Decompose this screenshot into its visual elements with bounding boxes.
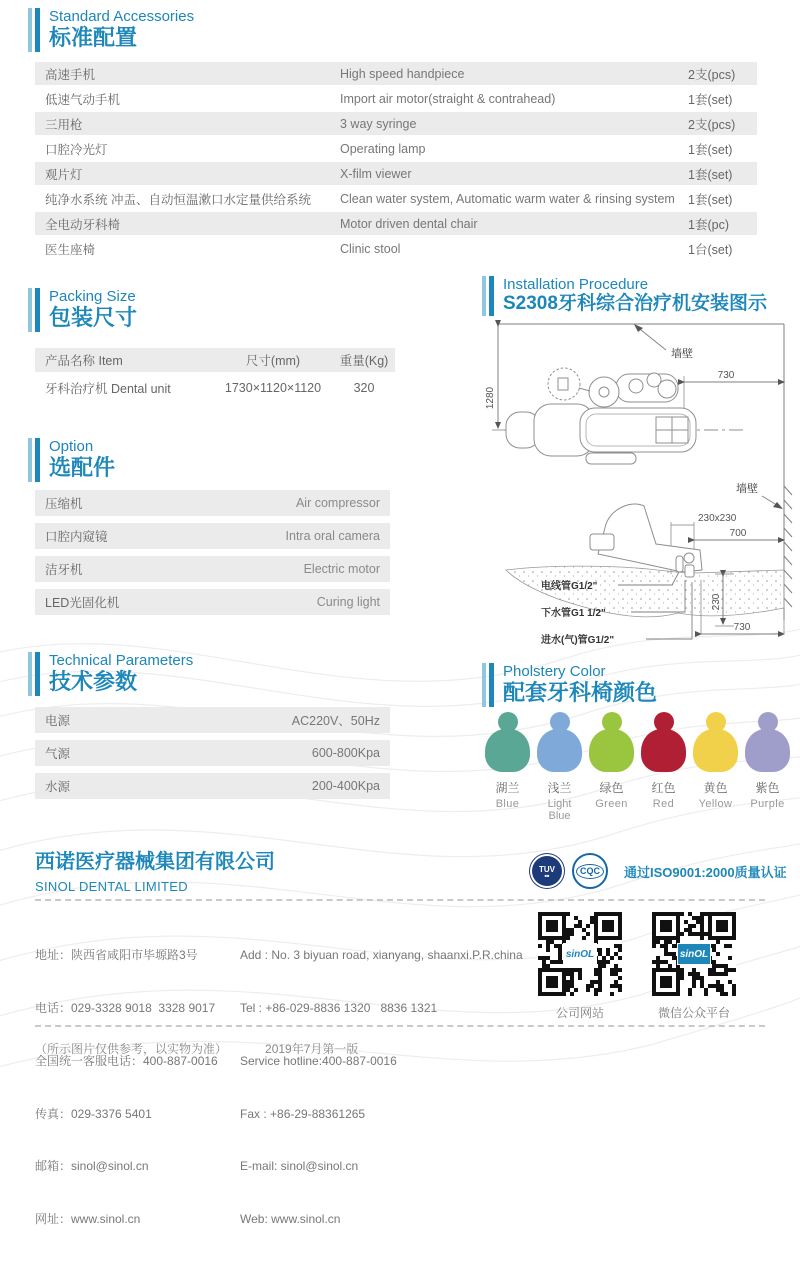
wall-label-top: 墙壁 bbox=[671, 348, 693, 360]
company-name-cn: 西诺医疗器械集团有限公司 bbox=[35, 851, 275, 873]
email-en: E-mail: sinol@sinol.cn bbox=[240, 1159, 359, 1174]
pipe-drain-label: 下水管G1 1/2" bbox=[541, 608, 606, 619]
table-row bbox=[35, 707, 390, 733]
table-row bbox=[35, 490, 390, 516]
header-bar-dark bbox=[35, 438, 40, 482]
table-row bbox=[35, 212, 757, 235]
option-name-en: Air compressor bbox=[295, 496, 380, 510]
header-bar-light bbox=[28, 438, 32, 482]
item-name-cn: 高速手机 bbox=[45, 67, 96, 82]
color-name-cn: 浅兰 bbox=[547, 781, 572, 795]
item-name-en: X-film viewer bbox=[340, 166, 412, 181]
section-title-cn: 配套牙科椅颜色 bbox=[503, 680, 658, 706]
item-qty: 1套(set) bbox=[688, 142, 733, 157]
pipe-electric-label: 电线管G1/2" bbox=[541, 581, 598, 592]
web-en: Web: www.sinol.cn bbox=[240, 1212, 341, 1227]
installation-diagram bbox=[486, 318, 800, 654]
item-qty: 2支(pcs) bbox=[688, 117, 736, 132]
section-title-cn: 包装尺寸 bbox=[49, 305, 138, 331]
hotline-cn: 全国统一客服电话：400-887-0016 bbox=[35, 1053, 218, 1068]
option-name-cn: 洁牙机 bbox=[45, 563, 83, 577]
hotline-en: Service hotline:400-887-0016 bbox=[240, 1053, 397, 1068]
header-bar-light bbox=[28, 8, 32, 52]
item-name-cn: 纯净水系统 冲盂、自动恒温漱口水定量供给系统 bbox=[45, 192, 311, 207]
table-row bbox=[35, 87, 757, 110]
color-name-en: Red bbox=[652, 798, 675, 810]
qr-code bbox=[652, 912, 736, 996]
color-swatch bbox=[588, 712, 635, 822]
color-name-cn: 湖兰 bbox=[495, 781, 520, 795]
company-block bbox=[35, 845, 275, 894]
col-header-weight: 重量(Kg) bbox=[339, 354, 389, 368]
address-cn: 地址：陕西省咸阳市毕塬路3号 bbox=[35, 948, 198, 963]
packing-weight-value: 320 bbox=[353, 381, 375, 395]
edition-note: 2019年7月第一版 bbox=[265, 1042, 359, 1056]
pipe-water-label: 进水(气)管G1/2" bbox=[541, 635, 615, 646]
address-en: Add : No. 3 biyuan road, xianyang, shaanxi.P.R.china bbox=[240, 948, 523, 963]
standard-accessories-table bbox=[35, 62, 757, 262]
qr-label: 微信公众平台 bbox=[657, 1006, 730, 1020]
header-bar-dark bbox=[489, 663, 494, 707]
item-name-en: Import air motor(straight & contrahead) bbox=[340, 91, 556, 106]
sinol-logo: sinOL bbox=[678, 944, 710, 964]
packing-size-header bbox=[28, 288, 137, 332]
header-bar-dark bbox=[35, 8, 40, 52]
cqc-text: CQC bbox=[576, 864, 604, 879]
item-qty: 1台(set) bbox=[688, 242, 733, 257]
section-title-cn: 标准配置 bbox=[49, 25, 138, 51]
param-name: 气源 bbox=[45, 747, 71, 761]
col-header-size: 尺寸(mm) bbox=[245, 354, 301, 368]
item-name-cn: 观片灯 bbox=[45, 167, 83, 182]
option-name-cn: LED光固化机 bbox=[45, 596, 120, 610]
table-row bbox=[35, 523, 390, 549]
packing-item: 牙科治疗机 Dental unit bbox=[45, 382, 171, 396]
color-name-cn: 红色 bbox=[651, 781, 676, 795]
chair-body-shape bbox=[693, 729, 738, 772]
packing-size-value: 1730×1120×1120 bbox=[224, 381, 322, 395]
option-name-cn: 压缩机 bbox=[45, 497, 83, 511]
installation-procedure-header bbox=[482, 276, 767, 316]
qr-label: 公司网站 bbox=[555, 1006, 604, 1020]
pholstery-swatches bbox=[484, 712, 796, 822]
header-bar-dark bbox=[35, 288, 40, 332]
tuv-text: TUV bbox=[539, 864, 555, 874]
qr-block-wechat bbox=[652, 912, 736, 1021]
param-name: 水源 bbox=[45, 780, 71, 794]
col-header-item: 产品名称 Item bbox=[45, 354, 123, 368]
color-name-en: Blue bbox=[495, 798, 520, 810]
chair-body-shape bbox=[537, 729, 582, 772]
item-name-cn: 全电动牙科椅 bbox=[45, 217, 121, 232]
pholstery-color-header bbox=[482, 663, 657, 707]
option-header bbox=[28, 438, 115, 482]
option-name-en: Electric motor bbox=[303, 562, 380, 576]
option-name-en: Curing light bbox=[316, 595, 380, 609]
phone-en: Tel : +86-029-8836 1320 8836 1321 bbox=[240, 1000, 438, 1015]
contact-info-cn bbox=[35, 912, 218, 1264]
chair-body-shape bbox=[745, 729, 790, 772]
item-name-en: Operating lamp bbox=[340, 141, 426, 156]
color-name-cn: 黄色 bbox=[703, 781, 728, 795]
item-name-cn: 医生座椅 bbox=[45, 242, 96, 257]
color-name-en: Green bbox=[595, 798, 628, 810]
color-name-en: Yellow bbox=[698, 798, 733, 810]
param-value: AC220V、50Hz bbox=[291, 714, 380, 728]
phone-cn: 电话：029-3328 9018 3328 9017 bbox=[35, 1000, 216, 1015]
item-name-en: Motor driven dental chair bbox=[340, 216, 478, 231]
param-name: 电源 bbox=[45, 714, 71, 728]
section-title-en: Packing Size bbox=[49, 288, 136, 305]
web-cn: 网址：www.sinol.cn bbox=[35, 1212, 141, 1227]
item-name-en: High speed handpiece bbox=[340, 66, 465, 81]
item-name-cn: 低速气动手机 bbox=[45, 92, 121, 107]
section-title-cn: 技术参数 bbox=[49, 669, 138, 695]
section-title-cn: S2308牙科综合治疗机安装图示 bbox=[503, 293, 767, 315]
section-title-en: Technical Parameters bbox=[49, 652, 194, 669]
dashed-divider bbox=[35, 899, 765, 901]
certification-block bbox=[532, 853, 787, 889]
color-swatch bbox=[640, 712, 687, 822]
param-value: 600-800Kpa bbox=[311, 746, 380, 760]
disclaimer-note: （所示图片仅供参考，以实物为准） bbox=[35, 1042, 228, 1056]
table-row bbox=[35, 376, 395, 400]
qr-code bbox=[538, 912, 622, 996]
technical-parameters-table bbox=[35, 707, 390, 806]
chair-body-shape bbox=[641, 729, 686, 772]
dim-1280: 1280 bbox=[485, 386, 496, 410]
item-qty: 1套(pc) bbox=[688, 217, 729, 232]
option-name-en: Intra oral camera bbox=[285, 529, 380, 543]
table-row bbox=[35, 62, 757, 85]
section-title-en: Standard Accessories bbox=[49, 8, 195, 25]
contact-info-en bbox=[240, 912, 523, 1264]
item-qty: 1套(set) bbox=[688, 192, 733, 207]
item-name-en: Clinic stool bbox=[340, 241, 401, 256]
header-bar-light bbox=[482, 663, 486, 707]
table-row bbox=[35, 137, 757, 160]
section-title-cn: 选配件 bbox=[49, 455, 116, 481]
param-value: 200-400Kpa bbox=[311, 779, 380, 793]
option-name-cn: 口腔内窥镜 bbox=[45, 530, 108, 544]
sinol-logo: sinOL bbox=[564, 944, 596, 964]
wall-label-side: 墙壁 bbox=[736, 483, 758, 495]
dim-730-bottom: 730 bbox=[733, 622, 751, 633]
color-swatch bbox=[744, 712, 791, 822]
dim-700: 700 bbox=[729, 528, 747, 539]
item-name-en: 3 way syringe bbox=[340, 116, 417, 131]
technical-parameters-header bbox=[28, 652, 193, 696]
company-name-en: SINOL DENTAL LIMITED bbox=[35, 879, 188, 894]
iso-certification-text: 通过ISO9001:2000质量认证 bbox=[624, 864, 787, 880]
header-bar-dark bbox=[35, 652, 40, 696]
color-swatch bbox=[692, 712, 739, 822]
qr-block-website bbox=[538, 912, 622, 1021]
table-row bbox=[35, 162, 757, 185]
tuv-cert-logo: TUV ■■ bbox=[532, 856, 562, 886]
color-name-en: Purple bbox=[750, 798, 785, 810]
section-title-en: Pholstery Color bbox=[503, 663, 606, 680]
header-bar-light bbox=[482, 276, 486, 316]
item-qty: 1套(set) bbox=[688, 92, 733, 107]
item-name-cn: 口腔冷光灯 bbox=[45, 142, 108, 157]
header-bar-light bbox=[28, 288, 32, 332]
table-row bbox=[35, 556, 390, 582]
fax-en: Fax : +86-29-88361265 bbox=[240, 1106, 366, 1121]
chair-body-shape bbox=[589, 729, 634, 772]
packing-size-table bbox=[35, 348, 395, 404]
dim-230: 230 bbox=[711, 593, 722, 611]
table-row bbox=[35, 773, 390, 799]
cqc-cert-logo bbox=[572, 853, 608, 889]
color-name-en: Light Blue bbox=[547, 798, 572, 822]
color-name-cn: 紫色 bbox=[755, 781, 780, 795]
chair-body-shape bbox=[485, 729, 530, 772]
section-title-en: Installation Procedure bbox=[503, 276, 649, 293]
table-row bbox=[35, 187, 757, 210]
table-row bbox=[35, 237, 757, 260]
table-row bbox=[35, 589, 390, 615]
header-bar-dark bbox=[489, 276, 494, 316]
dashed-divider bbox=[35, 1025, 765, 1027]
standard-accessories-header bbox=[28, 8, 194, 52]
table-row bbox=[35, 740, 390, 766]
table-row bbox=[35, 112, 757, 135]
item-qty: 1套(set) bbox=[688, 167, 733, 182]
table-header-row bbox=[35, 348, 395, 372]
footnote-row bbox=[35, 1040, 358, 1057]
option-table bbox=[35, 490, 390, 622]
color-swatch bbox=[536, 712, 583, 822]
item-name-en: Clean water system, Automatic warm water & rinsing system bbox=[340, 191, 675, 206]
color-name-cn: 绿色 bbox=[599, 781, 624, 795]
dim-730-top: 730 bbox=[717, 370, 735, 381]
section-title-en: Option bbox=[49, 438, 94, 455]
header-bar-light bbox=[28, 652, 32, 696]
dim-230x230: 230x230 bbox=[698, 513, 737, 524]
email-cn: 邮箱：sinol@sinol.cn bbox=[35, 1159, 149, 1174]
item-name-cn: 三用枪 bbox=[45, 117, 83, 132]
fax-cn: 传真：029-3376 5401 bbox=[35, 1106, 152, 1121]
item-qty: 2支(pcs) bbox=[688, 67, 736, 82]
color-swatch bbox=[484, 712, 531, 822]
